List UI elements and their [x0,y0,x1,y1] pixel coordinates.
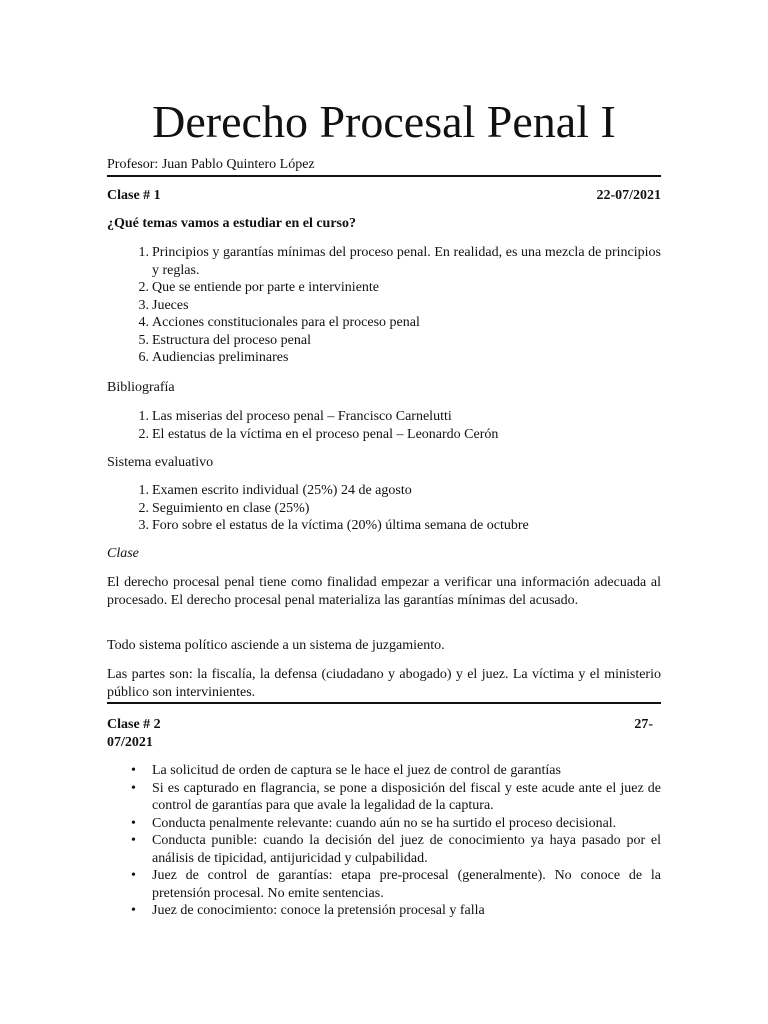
list-item: • Juez de conocimiento: conoce la pretensión procesal y falla [131,903,485,918]
document-title: Derecho Procesal Penal I [152,96,616,147]
list-item: 3. Jueces [138,297,189,313]
list-item: 1. Las miserias del proceso penal – Francisco Carnelutti [138,409,452,424]
course-question: ¿Qué temas vamos a estudiar en el curso? [107,216,356,231]
list-item: 4. Acciones constitucionales para el proceso penal [138,315,420,330]
class-2-label: Clase # 2 [107,717,161,732]
list-item: 3. Foro sobre el estatus de la víctima (20%) última semana de octubre [138,518,529,533]
list-item: • Juez de control de garantías: etapa pre-procesal (generalmente). No conoce de la pretensión procesal. No emite sentencias. [131,868,661,901]
bullet-icon: • [131,868,136,883]
list-item: • La solicitud de orden de captura se le hace el juez de control de garantías [131,763,561,778]
paragraph-2: Todo sistema político asciende a un sistema de juzgamiento. [107,638,445,653]
divider [107,175,661,177]
class-2-bullets-section [107,762,661,920]
bibliography-label: Bibliografía [107,380,175,395]
bullet-icon: • [131,815,136,831]
paragraph-3: Las partes son: la fiscalía, la defensa (ciudadano y abogado) y el juez. La víctima y el ministerio público son intervinientes. [107,667,661,700]
professor-line: Profesor: Juan Pablo Quintero López [107,157,315,172]
class-subheading: Clase [107,546,139,561]
paragraph-1: El derecho procesal penal tiene como finalidad empezar a verificar una información adecuada al procesado. El derecho procesal penal materializa las garantías mínimas del acusado. [107,575,661,608]
list-item: 2. Que se entiende por parte e interviniente [138,280,380,295]
class-2-date: 27- [634,717,653,732]
bullet-icon: • [131,780,136,796]
list-item: 2. Seguimiento en clase (25%) [138,500,310,516]
list-item: 6. Audiencias preliminares [138,350,289,365]
bullet-icon: • [131,833,136,848]
list-item: • Conducta punible: cuando la decisión del juez de conocimiento ya haya pasado por el análisis de tipicidad, antijuricidad y culpabilidad. [131,833,661,866]
topics-list-section [107,244,661,367]
class-2-bullets [107,762,661,920]
list-item: • Conducta penalmente relevante: cuando aún no se ha surtido el proceso decisional. [131,815,617,831]
class-2-header [107,716,661,751]
class-2-date-cont: 07/2021 [107,734,153,750]
divider [107,702,661,704]
evaluation-label: Sistema evaluativo [107,455,214,470]
bibliography-list [107,408,661,443]
bullet-icon: • [131,763,136,778]
list-item: 1. Principios y garantías mínimas del proceso penal. En realidad, es una mezcla de principios y reglas. [138,245,661,278]
class-1-date: 22-07/2021 [596,188,661,203]
bullet-icon: • [131,903,136,918]
class-1-header [107,187,661,205]
bibliography-section [107,408,661,443]
list-item: 5. Estructura del proceso penal [138,332,311,348]
list-item: • Si es capturado en flagrancia, se pone a disposición del fiscal y este acude ante el juez de control de garantías para que avale la legalidad de la captura. [131,780,661,813]
list-item: 2. El estatus de la víctima en el proceso penal – Leonardo Cerón [138,426,499,442]
evaluation-section [107,482,661,535]
evaluation-list [107,482,661,535]
topics-list [107,244,661,367]
list-item: 1. Examen escrito individual (25%) 24 de agosto [138,483,412,498]
class-1-label: Clase # 1 [107,188,161,203]
